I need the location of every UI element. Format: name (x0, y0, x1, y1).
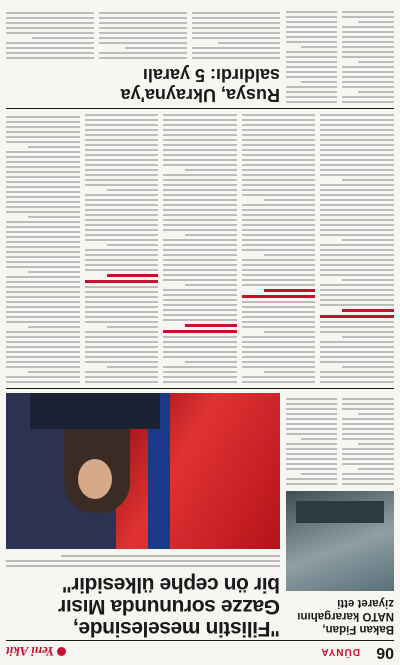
main-headline (6, 573, 280, 639)
side-column (286, 395, 338, 485)
section-divider (6, 108, 394, 109)
side-photo (286, 491, 394, 591)
second-headline-line: Rusya, Ukrayna'ya (120, 85, 280, 105)
article-column (286, 7, 338, 103)
second-headline (6, 65, 280, 105)
side-photo-stage (296, 501, 384, 523)
section-divider (6, 388, 394, 389)
second-article-lead (6, 7, 280, 59)
lectern (30, 393, 160, 429)
article-column (242, 111, 316, 383)
side-column (343, 395, 395, 485)
main-headline-line: bir ön cephe ülkesidir" (62, 573, 280, 596)
subheadline-text (6, 553, 280, 567)
brand-logo (6, 643, 66, 659)
side-headline-line: Bakan Fidan, (322, 623, 394, 635)
article-column (6, 111, 80, 383)
main-headline-line: Gazze sorununda Mısır (58, 595, 280, 618)
page-number: 06 (376, 644, 394, 661)
side-headline-line: NATO karargahını (297, 610, 394, 622)
masthead (6, 640, 394, 661)
article-column (99, 7, 187, 59)
main-headline-line: "Filistin meselesinde, (73, 617, 280, 640)
brand-mark-icon (57, 647, 66, 656)
article-column (163, 111, 237, 383)
article-column (343, 7, 395, 103)
main-photo (6, 393, 280, 549)
side-headline-line: ziyaret etti (337, 597, 394, 609)
side-headline (286, 596, 394, 635)
speaker-face (78, 459, 112, 499)
section-name: DÜNYA (320, 646, 360, 657)
article-column (6, 7, 94, 59)
side-article-body (286, 395, 394, 485)
main-article-body (6, 111, 394, 383)
brand-name: Yeni Akit (6, 644, 55, 659)
article-column (320, 111, 394, 383)
article-column (192, 7, 280, 59)
article-column (85, 111, 159, 383)
second-headline-line: saldırdı: 5 yaralı (142, 65, 280, 85)
second-article-body (286, 7, 394, 103)
